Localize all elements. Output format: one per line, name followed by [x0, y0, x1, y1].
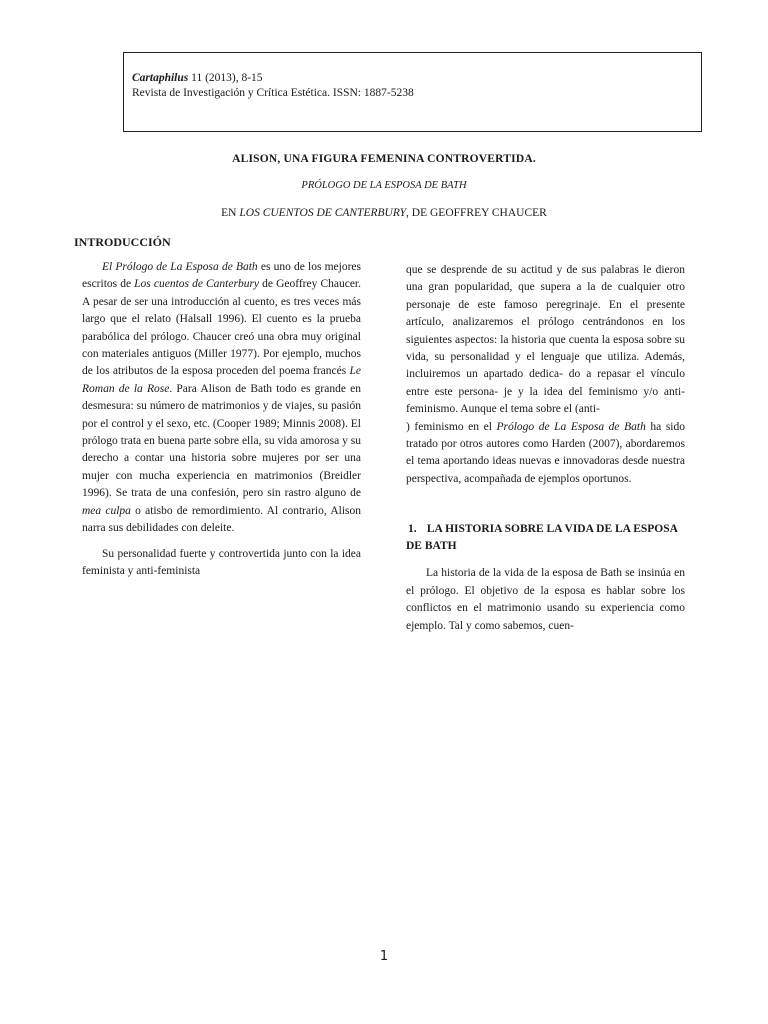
left-column [82, 259, 361, 580]
intro-paragraph-1-run-2: Los cuentos de Canterbury [134, 278, 260, 291]
subtitle-suffix: , DE GEOFFREY CHAUCER [406, 207, 547, 219]
right-paragraph-2-run-0: ) feminismo en el [406, 420, 497, 433]
article-title: ALISON, UNA FIGURA FEMENINA CONTROVERTIDA. [232, 153, 536, 165]
journal-issue: 11 (2013), 8-15 [188, 72, 263, 84]
intro-paragraph-1-run-5: . Para Alison de Bath todo es grande en desmesura: su número de matrimonios y de viajes, su pasión por el control y el sexo, etc. (Cooper 1989; Minnis 2008). El prólogo trata en buena parte sobre ella, su vida amorosa y su derecho a contar una historia sobre mujeres por ser una mujer con mucha experiencia en matrimonios (Breidler 1996). Se trata de una confesión, pero sin rastro alguno de [82, 382, 361, 500]
article-subtitle: PRÓLOGO DE LA ESPOSA DE BATH [301, 180, 467, 191]
journal-citation [132, 71, 693, 86]
subtitle-prefix: EN [221, 207, 240, 219]
right-column [406, 262, 685, 635]
section-1-number: 1. [408, 523, 417, 536]
section-1-paragraph: La historia de la vida de la esposa de Bath se insinúa en el prólogo. El objetivo de la esposa es hablar sobre los conflictos en el matrimonio usando su experiencia como ejemplo. Tal y como sabemos, cuen- [406, 567, 685, 632]
journal-subtitle: Revista de Investigación y Crítica Estética. ISSN: 1887-5238 [132, 87, 414, 99]
intro-paragraph-1-run-4: Le Roman de la Rose [82, 365, 361, 395]
article-subtitle-2 [0, 207, 768, 219]
right-paragraph-1: que se desprende de su actitud y de sus palabras le dieron una gran popularidad, que supera a la de cualquier otro personaje de este famoso peregrinaje. En el presente artículo, analizaremos el prólogo centrándonos en los siguientes aspectos: la historia que cuenta la esposa sobre su vida, su personalidad y el lenguaje que utiliza. Además, incluiremos un apartado dedica- do a repasar el vínculo entre este persona- je y la idea del feminismo y/o anti- feminismo. Aunque el tema sobre el (anti- [406, 264, 685, 416]
right-paragraph-2-run-2: ha sido tratado por otros autores como Harden (2007), abordaremos el tema aportando ideas nuevas e innovadoras desde nuestra perspectiva, acompañada de ejemplos oportunos. [406, 420, 685, 485]
subtitle-book-title: LOS CUENTOS DE CANTERBURY [239, 207, 407, 219]
intro-paragraph-1-run-7: o atisbo de remordimiento. Al contrario, Alison narra sus debilidades con deleite. [82, 504, 361, 535]
right-paragraph-2 [406, 419, 685, 489]
page-number: 1 [379, 949, 389, 964]
intro-paragraph-2: Su personalidad fuerte y controvertida junto con la idea feminista y anti-feminista [82, 547, 361, 577]
section-1-title: LA HISTORIA SOBRE LA VIDA DE LA ESPOSA DE BATH [406, 523, 678, 553]
intro-paragraph-1-run-0: El Prólogo de La Esposa de Bath [102, 261, 258, 273]
intro-paragraph-1-run-1: es uno de los mejores escritos de [82, 261, 361, 291]
intro-paragraph-1-run-3: de Geoffrey Chaucer. A pesar de ser una introducción al cuento, es tres veces más largo que el relato (Halsall 1996). El cuento es la prueba parabólica del prólogo. Chaucer creó una obra muy original con materiales antiguos (Miller 1977). Por ejemplo, muchos de los atributos de la esposa proceden del poema francés [82, 278, 362, 378]
right-paragraph-2-run-1: Prólogo de La Esposa de Bath [496, 420, 646, 433]
intro-heading: INTRODUCCIÓN [74, 235, 171, 249]
journal-name: Cartaphilus [132, 72, 189, 84]
intro-paragraph-1-run-6: mea culpa [82, 504, 131, 517]
section-1-heading [406, 521, 685, 555]
journal-header-box [123, 52, 702, 132]
intro-paragraph-1 [82, 259, 361, 538]
